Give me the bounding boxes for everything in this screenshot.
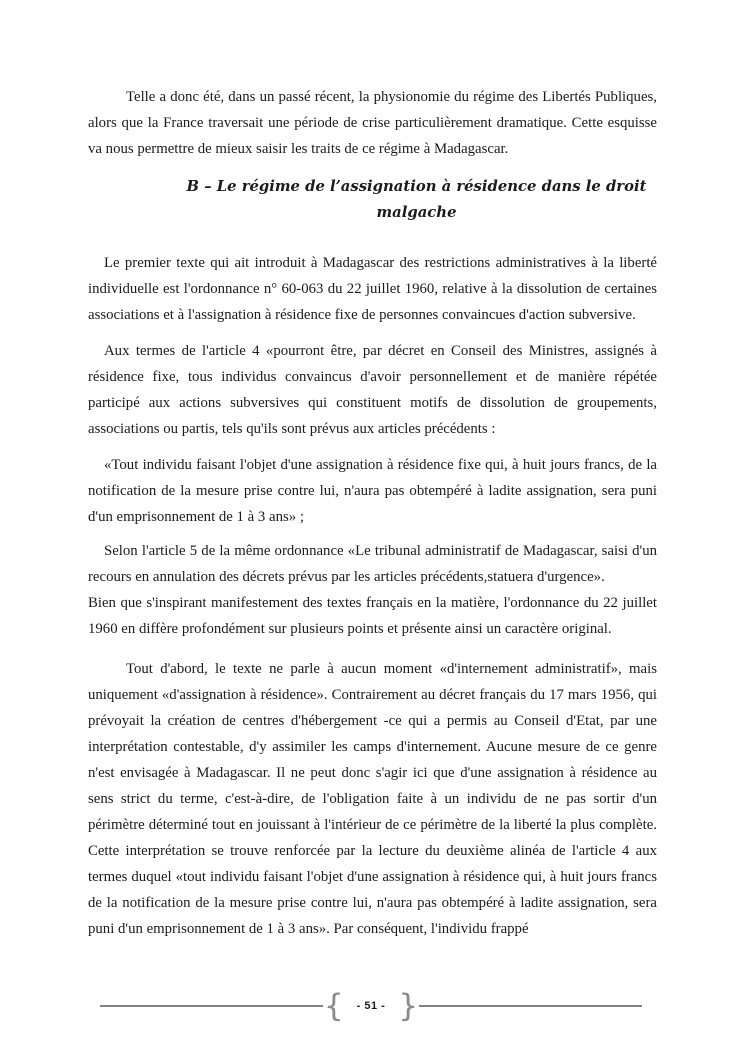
footer-rule-left	[100, 1005, 323, 1007]
paragraph-comparison: Bien que s'inspirant manifestement des textes français en la matière, l'ordonnance du 22 juillet 1960 en diffère profondément sur plusieurs points et présente ainsi un caractère original.	[88, 595, 657, 637]
paragraph-article-4: Aux termes de l'article 4 «pourront être, par décret en Conseil des Ministres, assignés à résidence fixe, tous individus convaincus d'avoir personnellement et de manière répétée participé aux actions subversives qui constituent motifs de dissolution de groupements, associations ou partis, tels qu'ils sont prévus aux articles précédents :	[88, 343, 657, 437]
page-footer	[100, 986, 642, 1026]
page-number: - 51 -	[356, 1000, 386, 1012]
paragraph-quote-article-4: «Tout individu faisant l'objet d'une assignation à résidence fixe qui, à huit jours francs, de la notification de la mesure prise contre lui, n'aura pas obtempéré à ladite assignation, sera puni d'un emprisonnement de 1 à 3 ans» ;	[88, 457, 657, 525]
footer-brace-left: {	[323, 988, 344, 1024]
page-body-text	[88, 84, 657, 942]
paragraph-article-5: Selon l'article 5 de la même ordonnance «Le tribunal administratif de Madagascar, saisi d'un recours en annulation des décrets prévus par les articles précédents,statuera d'urgence».	[88, 543, 657, 585]
paragraph-intro: Telle a donc été, dans un passé récent, la physionomie du régime des Libertés Publiques, alors que la France traversait une période de crise particulièrement dramatique. Cette esquisse va nous permettre de mieux saisir les traits de ce régime à Madagascar.	[88, 89, 657, 157]
section-heading: B – Le régime de l’assignation à résidence dans le droit malgache	[186, 178, 647, 221]
footer-rule-right	[419, 1005, 642, 1007]
paragraph-ordonnance: Le premier texte qui ait introduit à Madagascar des restrictions administratives à la liberté individuelle est l'ordonnance n° 60-063 du 22 juillet 1960, relative à la dissolution de certaines associations et à l'assignation à résidence fixe de personnes convaincues d'action subversive.	[88, 255, 657, 323]
footer-brace-right: }	[398, 988, 419, 1024]
paragraph-analysis: Tout d'abord, le texte ne parle à aucun moment «d'internement administratif», mais uniquement «d'assignation à résidence». Contrairement au décret français du 17 mars 1956, qui prévoyait la création de centres d'hébergement -ce qui a permis au Conseil d'Etat, par une interprétation contestable, d'y assimiler les camps d'internement. Aucune mesure de ce genre n'est envisagée à Madagascar. Il ne peut donc s'agir ici que d'une assignation à résidence au sens strict du terme, c'est-à-dire, de l'obligation faite à un individu de ne pas sortir d'un périmètre déterminé tout en jouissant à l'intérieur de ce périmètre de la liberté la plus complète. Cette interprétation se trouve renforcée par la lecture du deuxième alinéa de l'article 4 aux termes duquel «tout individu faisant l'objet d'une assignation à résidence qui, à huit jours francs de la notification de la mesure prise contre lui, n'aura pas obtempéré à ladite assignation, sera puni d'un emprisonnement de 1 à 3 ans». Par conséquent, l'individu frappé	[88, 661, 657, 937]
